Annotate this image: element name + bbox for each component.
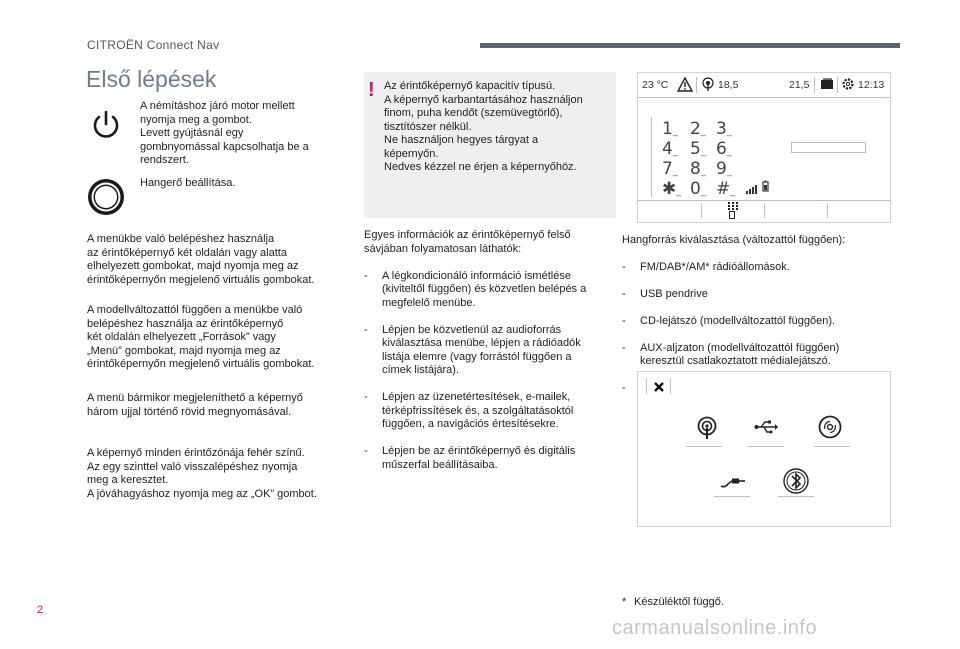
info-intro: Egyes információk az érintőképernyő felső sávjában folyamatosan láthatók: [364,229,571,255]
radio-source-icon[interactable] [701,77,715,97]
footnote-mark: * [622,596,627,608]
keypad-key[interactable]: #_ [716,179,736,199]
phone-keypad-screen [637,72,891,223]
list-item: - USB pendrive [622,287,708,300]
brand-header: CITROËN Connect Nav [87,38,220,52]
info-bullet-list [364,256,619,486]
list-item: - Lépjen az üzenetértesítések, e-mailek, térképfrissítések és, a szolgáltatásoktól függően, a navigációs értesítésekre. [364,391,574,430]
close-icon[interactable] [653,380,665,398]
keypad-key[interactable]: 3_ [716,119,732,139]
keypad-phone-icon[interactable] [726,201,740,224]
source-intro: Hangforrás kiválasztása (változattól függően): [622,234,846,246]
list-item: - Lépjen be az érintőképernyő és digitális műszerfal beállításaiba. [364,445,576,471]
number-display-field[interactable] [791,142,866,153]
footnote: Készüléktől függő. [634,596,724,608]
keypad-key[interactable]: 5_ [690,139,706,159]
radio-source-button[interactable] [696,416,718,445]
keypad-key[interactable]: 6_ [716,139,732,159]
keypad-key[interactable]: 8_ [690,159,706,179]
volume-text: Hangerő beállítása. [140,177,236,189]
secondary-temperature: 21,5 [789,79,810,91]
menu-access-paragraph: A menükbe való belépéshez használja az érintőképernyő két oldalán vagy alatta elhelyezett gombokat, majd nyomja meg az érintőképernyőn megjelenő virtuális gombokat. [87,233,315,286]
list-item: - Lépjen be közvetlenül az audioforrás kiválasztása menübe, lépjen a rádióadók listája elemre (vagy forrástól függően a címek listájára). [364,323,581,376]
temperature-readout: 23 °C [642,79,669,91]
volume-knob-icon [86,177,126,217]
power-icon [88,107,124,143]
list-item: - [622,382,626,394]
keypad-key[interactable]: 0_ [690,179,706,199]
usb-icon[interactable] [754,420,778,439]
aux-icon[interactable] [720,475,746,494]
page-title: Első lépések [86,66,217,92]
warning-text: Az érintőképernyő kapacitív típusú. A képernyő karbantartásához használjon finom, puha kendőt (szemüvegtörlő), tisztítószer nélkül. Ne használjon hegyes tárgyat a képernyőn. Nedves kézzel ne érjen a képernyőhöz. [384,80,583,173]
model-variant-paragraph: A modellváltozattól függően a menükbe való belépéshez használja az érintőképernyő két oldalán elhelyezett „Források” vagy „Menü” gombokat, majd nyomja meg az érintőképernyőn megjelenő virtuális gombokat. [87,304,315,370]
list-item: - CD-lejátszó (modellváltozattól függően). [622,314,836,327]
list-item: - A légkondicionáló információ ismétlése (kiviteltől függően) és közvetlen belépés a megfelelő menübe. [364,269,587,309]
keypad-key[interactable]: 7_ [662,159,678,179]
clock: 12:13 [858,79,885,91]
signal-strength-icon [746,181,758,199]
radio-frequency: 18,5 [718,79,739,91]
keypad-key[interactable]: 9_ [716,159,732,179]
header-bar [480,43,900,48]
touch-zones-paragraph: A képernyő minden érintőzónája fehér színű. Az egy szinttel való visszalépéshez nyomja meg a keresztet. A jóváhagyáshoz nyomja meg az „OK” gombot. [87,447,317,500]
keypad-key[interactable]: 4_ [662,139,678,159]
keypad-key[interactable]: ✱_ [662,179,682,199]
page-number: 2 [37,604,44,616]
keypad-key[interactable]: 2_ [690,119,706,139]
power-text: A némításhoz járó motor mellett nyomja meg a gombot. Levett gyújtásnál egy gombnyomással kapcsolhatja be a rendszert. [140,100,309,166]
warning-triangle-icon[interactable] [677,77,693,97]
three-finger-paragraph: A menü bármikor megjeleníthető a képernyő három ujjal történő rövid megnyomásával. [87,392,303,418]
cd-icon[interactable] [818,415,842,444]
list-item: - AUX-aljzaton (modellváltozattól függően) keresztül csatlakoztatott médialejátszó. [622,341,840,367]
message-icon[interactable] [820,78,834,96]
source-selection-screen [637,371,891,527]
watermark: carmanualsonline.info [612,617,818,639]
list-item: - FM/DAB*/AM* rádióállomások. [622,260,790,273]
settings-gear-icon[interactable] [841,77,855,96]
keypad-key[interactable]: 1_ [662,119,678,139]
keypad [658,117,744,199]
battery-icon [762,179,769,197]
warning-icon: ! [368,79,375,101]
